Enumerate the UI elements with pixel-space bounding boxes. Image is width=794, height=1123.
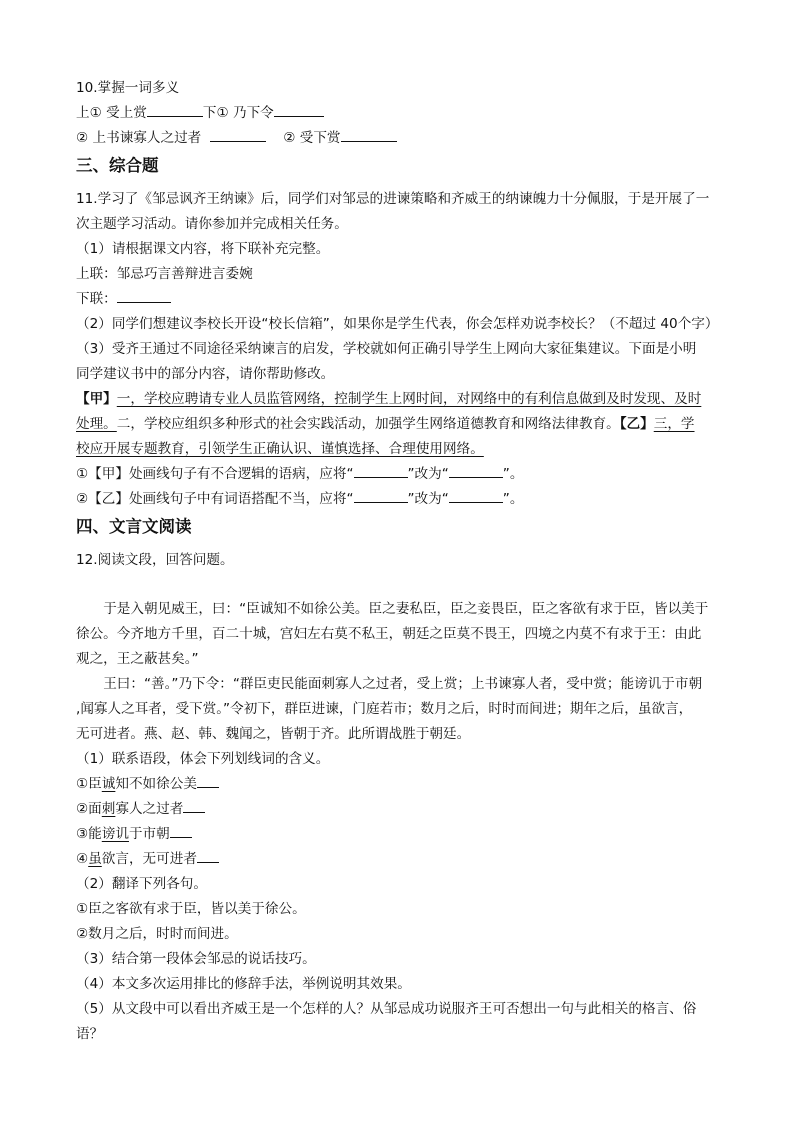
word4-pre: ④ xyxy=(76,851,89,867)
q10-title: 10.掌握一词多义 xyxy=(76,80,180,96)
answer-blank[interactable] xyxy=(341,127,397,142)
q11-intro-2: 次主题学习活动。请你参加并完成相关任务。 xyxy=(76,216,348,232)
suggestion-line-3 xyxy=(76,437,720,462)
jia-underlined-1: 一，学校应聘请专业人员监管网络，控制学生上网时间，对网络中的有利信息做到及时发现、及时 xyxy=(116,391,702,407)
answer-blank[interactable] xyxy=(117,288,171,303)
q12-sub3: （3）结合第一段体会邹忌的说话技巧。 xyxy=(76,951,316,967)
q11-lower-couplet xyxy=(76,287,720,312)
q12-sub1: （1）联系语段，体会下列划线词的含义。 xyxy=(76,751,330,767)
word-item-4 xyxy=(76,847,720,872)
yi-label: 【乙】 xyxy=(619,416,654,432)
answer-blank[interactable] xyxy=(274,102,324,117)
answer-blank[interactable] xyxy=(197,848,219,863)
suggestion-line-2 xyxy=(76,412,720,437)
word1-post: 知不如徐公美 xyxy=(115,776,197,792)
word-item-2 xyxy=(76,797,720,822)
passage-2-line-2: ,闻寡人之耳者，受下赏。”令初下，群臣进谏，门庭若市；数月之后，时时而间进；期年之后，虽欲言， xyxy=(76,701,693,717)
passage-2-line-1: 王曰：“善。”乃下令：“群臣吏民能面刺寡人之过者，受上赏；上书谏寡人者，受中赏；能谤讥于市朝 xyxy=(103,676,703,692)
passage-1-line-3: 观之，王之蔽甚矣。” xyxy=(76,651,199,667)
word4-post: 欲言，无可进者 xyxy=(101,851,197,867)
answer-blank[interactable] xyxy=(449,463,503,478)
yi-underlined-2: 校应开展专题教育，引领学生正确认识、谨慎选择、合理使用网络。 xyxy=(76,441,484,457)
word3-underlined: 谤讥 xyxy=(101,826,129,842)
q10-row1-b: 下① 乃下令 xyxy=(202,105,274,121)
passage-2-line-3: 无可进者。燕、赵、韩、魏闻之，皆朝于齐。此所谓战胜于朝廷。 xyxy=(76,726,471,742)
suggestion-mid: 二，学校应组织多种形式的社会实践活动，加强学生网络道德教育和网络法律教育。 xyxy=(116,416,620,432)
word-item-1 xyxy=(76,772,720,797)
answer-blank[interactable] xyxy=(354,488,408,503)
lower-couplet-label: 下联： xyxy=(76,291,117,307)
fix1-text-b: ”改为“ xyxy=(407,466,449,482)
suggestion-line-1 xyxy=(76,387,720,412)
word-item-3 xyxy=(76,822,720,847)
word2-post: 寡人之过者 xyxy=(115,801,184,817)
passage-1-line-2: 徐公。今齐地方千里，百二十城，宫妇左右莫不私王，朝廷之臣莫不畏王，四境之内莫不有求于王：由此 xyxy=(76,626,702,642)
word4-underlined: 虽 xyxy=(88,851,102,867)
q11-part3-1: （3）受齐王通过不同途径采纳谏言的启发，学校就如何正确引导学生上网向大家征集建议。下面是小明 xyxy=(76,341,697,357)
jia-underlined-2: 处理。 xyxy=(76,416,117,432)
answer-blank[interactable] xyxy=(170,823,192,838)
answer-blank[interactable] xyxy=(183,798,205,813)
translate-item-1: ①臣之客欲有求于臣，皆以美于徐公。 xyxy=(76,901,306,917)
fix1-text-a: ①【甲】处画线句子有不合逻辑的语病，应将“ xyxy=(76,466,354,482)
q11-part3-2: 同学建议书中的部分内容，请你帮助修改。 xyxy=(76,366,335,382)
q10-row2-a: ② 上书谏寡人之过者 xyxy=(76,130,202,146)
q12-sub5-2: 语？ xyxy=(76,1026,104,1042)
answer-blank[interactable] xyxy=(147,102,203,117)
fix-item-2 xyxy=(76,487,720,512)
fix2-text-a: ②【乙】处画线句子中有词语搭配不当，应将“ xyxy=(76,491,354,507)
q11-part1: （1）请根据课文内容，将下联补充完整。 xyxy=(76,241,330,257)
word2-underlined: 刺 xyxy=(101,801,116,817)
answer-blank[interactable] xyxy=(210,127,266,142)
answer-blank[interactable] xyxy=(354,463,408,478)
q12-title: 12.阅读文段，回答问题。 xyxy=(76,552,234,568)
word3-pre: ③能 xyxy=(76,826,102,842)
jia-label: 【甲】 xyxy=(76,391,117,407)
answer-blank[interactable] xyxy=(449,488,503,503)
fix1-text-c: ”。 xyxy=(502,466,524,482)
word1-underlined: 诚 xyxy=(101,776,116,792)
q12-sub5-1: （5）从文段中可以看出齐威王是一个怎样的人？从邹忌成功说服齐王可否想出一句与此相关的格言、俗 xyxy=(76,1001,697,1017)
q10-row2-b: ② 受下赏 xyxy=(283,130,341,146)
q10-row1-a: 上① 受上赏 xyxy=(76,105,147,121)
yi-underlined-1: 三，学 xyxy=(653,416,695,432)
word1-pre: ①臣 xyxy=(76,776,102,792)
q12-sub4: （4）本文多次运用排比的修辞手法，举例说明其效果。 xyxy=(76,976,411,992)
fix2-text-b: ”改为“ xyxy=(407,491,449,507)
document-page xyxy=(76,76,720,1047)
q11-upper-couplet: 上联：邹忌巧言善辩进言委婉 xyxy=(76,266,253,282)
q11-part2: （2）同学们想建议李校长开设“校长信箱”，如果你是学生代表，你会怎样劝说李校长？（不超过 40个字） xyxy=(76,316,719,332)
q12-sub2: （2）翻译下列各句。 xyxy=(76,876,207,892)
translate-item-2: ②数月之后，时时而间进。 xyxy=(76,926,238,942)
answer-blank[interactable] xyxy=(197,773,219,788)
passage-1-line-1: 于是入朝见威王，曰：“臣诚知不如徐公美。臣之妻私臣，臣之妾畏臣，臣之客欲有求于臣，皆以美于 xyxy=(103,601,709,617)
q10-row2 xyxy=(76,126,720,151)
section-heading-4: 四、文言文阅读 xyxy=(76,517,192,536)
word2-pre: ②面 xyxy=(76,801,102,817)
word3-post: 于市朝 xyxy=(128,826,170,842)
q10-row1 xyxy=(76,101,720,126)
q11-intro-1: 11.学习了《邹忌讽齐王纳谏》后，同学们对邹忌的进谏策略和齐威王的纳谏魄力十分佩服，于是开展了一 xyxy=(76,191,710,207)
section-heading-3: 三、综合题 xyxy=(76,156,159,175)
fix2-text-c: ”。 xyxy=(502,491,524,507)
fix-item-1 xyxy=(76,462,720,487)
